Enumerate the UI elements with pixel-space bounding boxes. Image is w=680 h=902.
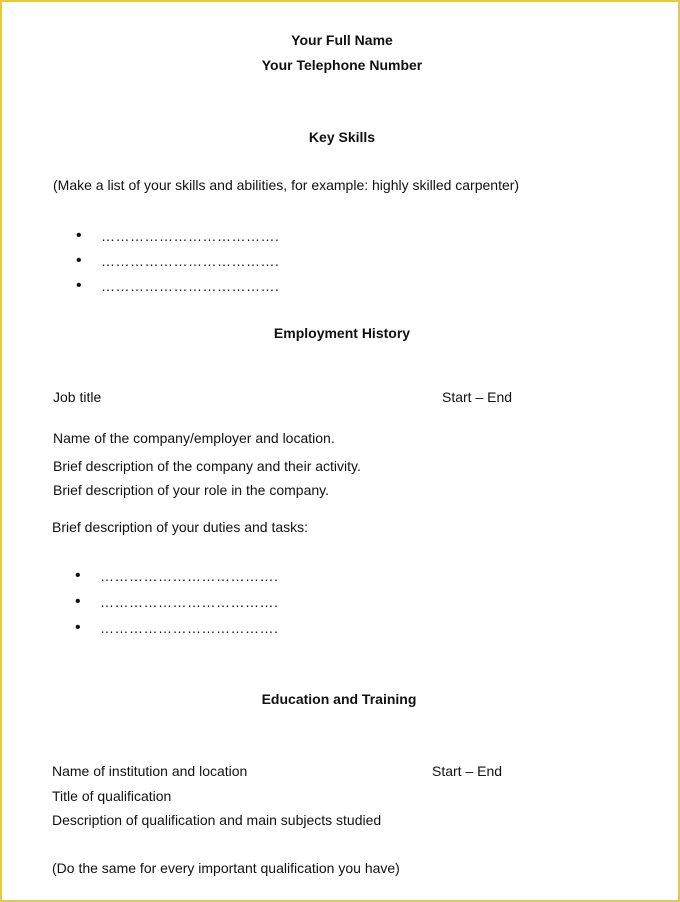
skill-placeholder-1: ………………………………. <box>101 228 280 244</box>
duties-intro: Brief description of your duties and tasks: <box>52 519 309 535</box>
bullet-icon: • <box>76 227 82 244</box>
bullet-icon: • <box>75 619 81 636</box>
company-description: Brief description of the company and their activity. <box>53 458 361 474</box>
qualification-title: Title of qualification <box>52 788 172 804</box>
company-name-location: Name of the company/employer and location. <box>53 430 335 446</box>
bullet-icon: • <box>75 593 81 610</box>
duty-placeholder-3: ………………………………. <box>100 620 279 636</box>
telephone-number: Your Telephone Number <box>261 57 423 73</box>
role-description: Brief description of your role in the company. <box>53 482 329 498</box>
skill-placeholder-3: ………………………………. <box>101 278 280 294</box>
key-skills-heading: Key Skills <box>308 129 376 145</box>
education-heading: Education and Training <box>261 691 417 707</box>
bullet-icon: • <box>76 252 82 269</box>
duty-placeholder-1: ………………………………. <box>100 568 279 584</box>
skill-placeholder-2: ………………………………. <box>101 253 280 269</box>
employment-dates: Start – End <box>442 389 513 405</box>
qualification-description: Description of qualification and main subjects studied <box>52 812 382 828</box>
qualification-note: (Do the same for every important qualification you have) <box>52 860 400 876</box>
employment-history-heading: Employment History <box>273 325 411 341</box>
bullet-icon: • <box>76 277 82 294</box>
duty-placeholder-2: ………………………………. <box>100 594 279 610</box>
education-dates: Start – End <box>432 763 503 779</box>
job-title: Job title <box>53 389 102 405</box>
institution-location: Name of institution and location <box>52 763 248 779</box>
key-skills-instruction: (Make a list of your skills and abilities, for example: highly skilled carpenter) <box>53 177 520 193</box>
bullet-icon: • <box>75 567 81 584</box>
full-name: Your Full Name <box>291 32 393 48</box>
